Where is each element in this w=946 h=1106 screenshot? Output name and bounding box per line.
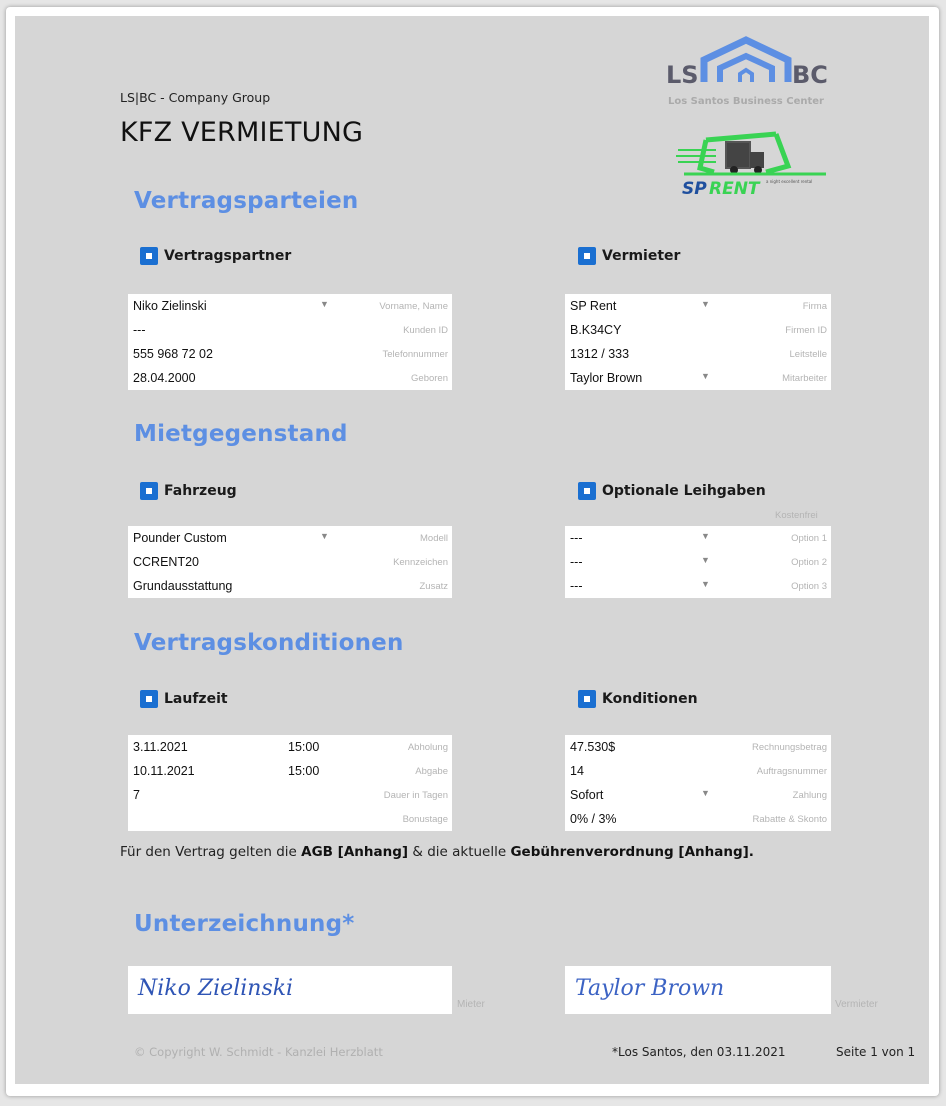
field-value: ---: [570, 579, 583, 593]
field-label: Abgabe: [415, 766, 448, 777]
field-label: Firma: [802, 301, 827, 312]
options-checkbox[interactable]: [578, 482, 596, 500]
terms-checkbox[interactable]: [578, 690, 596, 708]
term-title: Laufzeit: [164, 691, 228, 707]
landlord-company-id-field[interactable]: [565, 318, 831, 342]
partner-name-field[interactable]: [128, 294, 452, 318]
field-value: 3.11.2021: [133, 740, 188, 754]
field-label: Leitstelle: [789, 349, 827, 360]
field-label: Rechnungsbetrag: [752, 742, 827, 753]
field-time: 15:00: [288, 764, 320, 778]
landlord-form: [565, 294, 831, 390]
page-number: Seite 1 von 1: [836, 1045, 916, 1059]
dropdown-arrow-icon[interactable]: ▼: [701, 371, 710, 381]
vehicle-heading: [140, 482, 237, 500]
truck-icon: [676, 128, 826, 200]
field-time: 15:00: [288, 740, 320, 754]
field-value: CCRENT20: [133, 555, 199, 569]
company-group: LS|BC - Company Group: [120, 90, 271, 105]
section-signing: Unterzeichnung*: [134, 911, 355, 937]
landlord-signature-box[interactable]: [565, 966, 831, 1014]
invoice-amount-field[interactable]: [565, 735, 831, 759]
field-value: B.K34CY: [570, 323, 622, 337]
agb-text-pre: Für den Vertrag gelten die: [120, 844, 302, 860]
landlord-signature: Taylor Brown: [575, 976, 725, 1001]
agb-link[interactable]: AGB [Anhang]: [301, 844, 409, 860]
field-value: 14: [570, 764, 584, 778]
partner-phone-field[interactable]: [128, 342, 452, 366]
term-form: [128, 735, 452, 831]
field-label: Vorname, Name: [379, 301, 448, 312]
option-3-field[interactable]: [565, 574, 831, 598]
landlord-label: Vermieter: [835, 999, 878, 1010]
field-label: Kennzeichen: [393, 557, 448, 568]
dropdown-arrow-icon[interactable]: ▼: [701, 299, 710, 309]
order-number-field[interactable]: [565, 759, 831, 783]
field-label: Zusatz: [419, 581, 448, 592]
field-value: ---: [133, 323, 146, 337]
field-value: 7: [133, 788, 140, 802]
document-title: KFZ VERMIETUNG: [120, 117, 364, 148]
option-1-field[interactable]: [565, 526, 831, 550]
fee-schedule-link[interactable]: Gebührenverordnung [Anhang].: [510, 844, 754, 860]
partner-checkbox[interactable]: [140, 247, 158, 265]
landlord-company-field[interactable]: [565, 294, 831, 318]
agb-text-mid: & die aktuelle: [408, 844, 511, 860]
field-value: Grundausstattung: [133, 579, 233, 593]
field-label: Auftragsnummer: [756, 766, 827, 777]
option-2-field[interactable]: [565, 550, 831, 574]
terms-title: Konditionen: [602, 691, 698, 707]
section-parties: Vertragsparteien: [134, 188, 359, 214]
field-label: Firmen ID: [785, 325, 827, 336]
vehicle-title: Fahrzeug: [164, 483, 237, 499]
partner-heading: [140, 247, 291, 265]
field-value: ---: [570, 555, 583, 569]
field-label: Option 1: [791, 533, 827, 544]
term-heading: [140, 690, 228, 708]
partner-title: Vertragspartner: [164, 248, 292, 264]
lsbc-logo-icon: [662, 36, 830, 112]
field-label: Option 2: [791, 557, 827, 568]
partner-form: [128, 294, 452, 390]
tenant-signature-box[interactable]: [128, 966, 452, 1014]
discount-field[interactable]: [565, 807, 831, 831]
field-label: Dauer in Tagen: [383, 790, 448, 801]
section-object: Mietgegenstand: [134, 421, 348, 447]
field-value: 10.11.2021: [133, 764, 195, 778]
vehicle-form: [128, 526, 452, 598]
field-value: 0% / 3%: [570, 812, 617, 826]
field-value: Pounder Custom: [133, 531, 227, 545]
terms-form: [565, 735, 831, 831]
vehicle-plate-field[interactable]: [128, 550, 452, 574]
field-label: Mitarbeiter: [782, 373, 827, 384]
field-label: Kunden ID: [403, 325, 448, 336]
logo-bc-text: BC: [792, 61, 828, 89]
vehicle-checkbox[interactable]: [140, 482, 158, 500]
logo-ls-text: LS: [666, 61, 699, 89]
partner-customer-id-field[interactable]: [128, 318, 452, 342]
term-checkbox[interactable]: [140, 690, 158, 708]
field-value: 1312 / 333: [570, 347, 630, 361]
field-label: Option 3: [791, 581, 827, 592]
copyright: © Copyright W. Schmidt - Kanzlei Herzblatt: [134, 1045, 383, 1059]
logo-sub-text: Los Santos Business Center: [668, 96, 824, 107]
landlord-title: Vermieter: [602, 248, 681, 264]
sprent-logo: [676, 128, 826, 200]
return-field[interactable]: [128, 759, 452, 783]
tenant-label: Mieter: [457, 999, 485, 1010]
options-heading: [578, 482, 766, 500]
field-label: Modell: [420, 533, 448, 544]
field-label: Bonustage: [402, 814, 448, 825]
field-label: Geboren: [411, 373, 448, 384]
field-label: Rabatte & Skonto: [752, 814, 827, 825]
vehicle-extras-field[interactable]: [128, 574, 452, 598]
landlord-dispatch-field[interactable]: [565, 342, 831, 366]
sprent-rent-text: RENT: [709, 179, 760, 199]
options-form: [565, 526, 831, 598]
section-conditions: Vertragskonditionen: [134, 630, 404, 656]
dropdown-arrow-icon[interactable]: ▼: [320, 531, 329, 541]
field-label: Zahlung: [792, 790, 827, 801]
landlord-checkbox[interactable]: [578, 247, 596, 265]
field-value: Sofort: [570, 788, 604, 802]
field-value: Taylor Brown: [570, 371, 643, 385]
options-title: Optionale Leihgaben: [602, 483, 766, 499]
terms-heading: [578, 690, 698, 708]
dropdown-arrow-icon[interactable]: ▼: [701, 555, 710, 565]
duration-field[interactable]: [128, 783, 452, 807]
tenant-signature: Niko Zielinski: [138, 976, 294, 1001]
partner-birthdate-field[interactable]: [128, 366, 452, 390]
dropdown-arrow-icon[interactable]: ▼: [320, 299, 329, 309]
pickup-field[interactable]: [128, 735, 452, 759]
landlord-employee-field[interactable]: [565, 366, 831, 390]
sprent-tagline: a night excellent rental: [766, 179, 813, 184]
dropdown-arrow-icon[interactable]: ▼: [701, 788, 710, 798]
field-value: 47.530$: [570, 740, 616, 754]
field-value: Niko Zielinski: [133, 299, 207, 313]
field-value: ---: [570, 531, 583, 545]
dropdown-arrow-icon[interactable]: ▼: [701, 531, 710, 541]
lsbc-logo: [662, 36, 830, 112]
field-value: SP Rent: [570, 299, 617, 313]
payment-field[interactable]: [565, 783, 831, 807]
field-value: 555 968 72 02: [133, 347, 213, 361]
field-label: Abholung: [407, 742, 448, 753]
vehicle-model-field[interactable]: [128, 526, 452, 550]
free-of-charge-label: Kostenfrei: [775, 510, 818, 521]
field-label: Telefonnummer: [382, 349, 448, 360]
bonus-days-field[interactable]: [128, 807, 452, 831]
dropdown-arrow-icon[interactable]: ▼: [701, 579, 710, 589]
field-value: 28.04.2000: [133, 371, 196, 385]
place-date: *Los Santos, den 03.11.2021: [612, 1045, 786, 1059]
sprent-sp-text: SP: [682, 179, 707, 199]
landlord-heading: [578, 247, 680, 265]
agb-notice: [120, 844, 754, 860]
